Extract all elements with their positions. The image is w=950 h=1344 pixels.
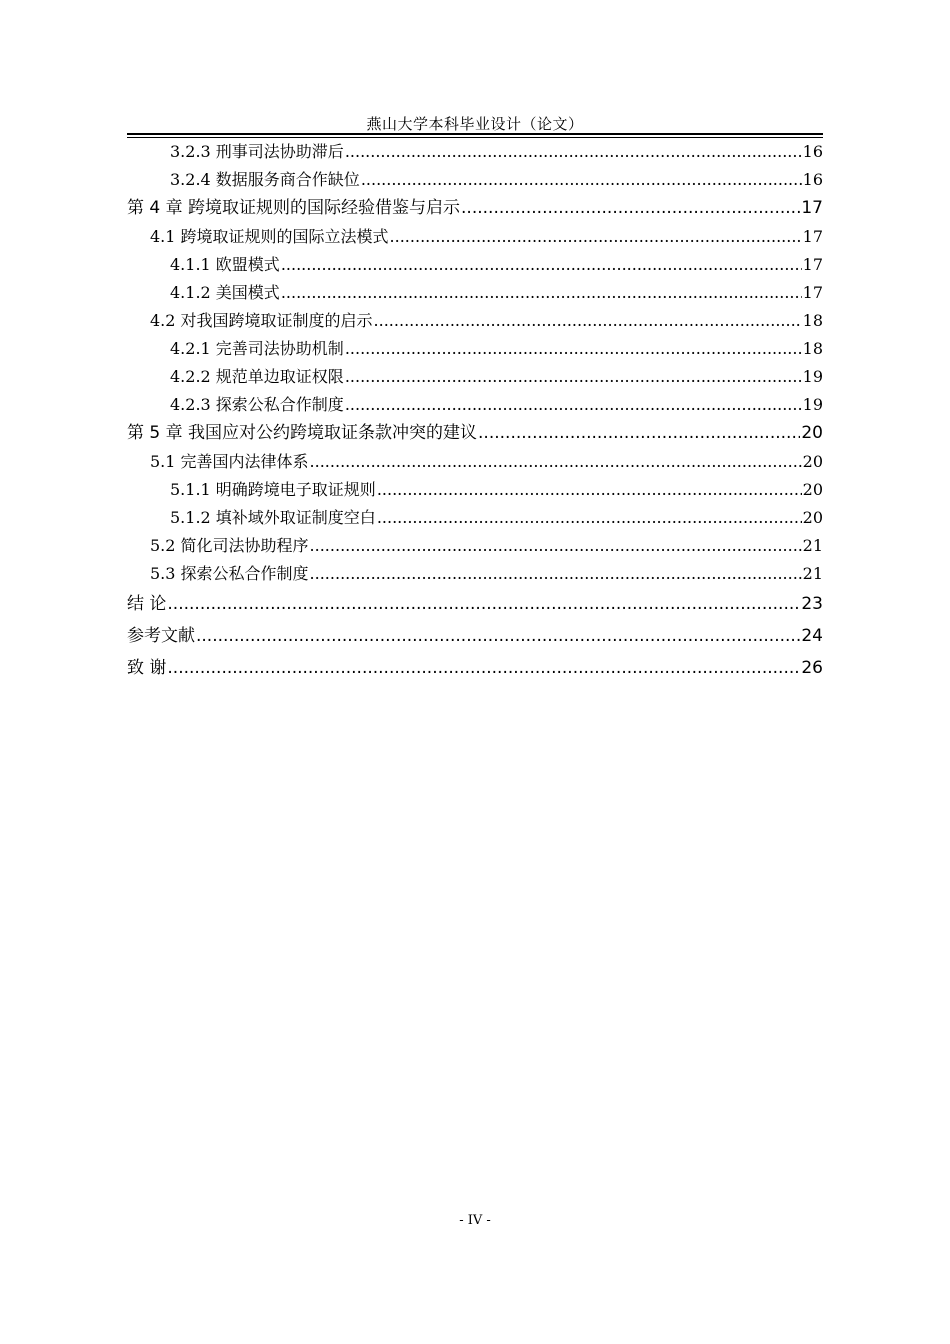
toc-leader-dots — [345, 335, 802, 363]
toc-entry[interactable] — [127, 279, 823, 307]
toc-entry-label: 5.1.1 明确跨境电子取证规则 — [170, 480, 376, 499]
toc-leader-dots — [345, 391, 802, 419]
toc-leader-dots — [310, 532, 802, 560]
toc-leader-dots — [377, 504, 802, 532]
toc-entry-page: 18 — [802, 339, 823, 358]
toc-section-entry[interactable] — [127, 560, 823, 588]
toc-entry-page: 20 — [802, 508, 823, 527]
toc-chapter-entry[interactable] — [127, 620, 823, 652]
toc-entry-page: 17 — [801, 198, 823, 218]
toc-entry-label: 4.1 跨境取证规则的国际立法模式 — [150, 227, 389, 246]
toc-entry-label: 4.2.1 完善司法协助机制 — [170, 339, 344, 358]
toc-section-entry[interactable] — [127, 223, 823, 251]
toc-entry-label: 3.2.4 数据服务商合作缺位 — [170, 170, 360, 189]
toc-entry-label: 4.2.2 规范单边取证权限 — [170, 367, 344, 386]
toc-leader-dots — [390, 223, 802, 251]
toc-leader-dots — [196, 620, 800, 652]
toc-leader-dots — [361, 166, 802, 194]
toc-entry-label: 4.1.1 欧盟模式 — [170, 255, 280, 274]
toc-leader-dots — [281, 251, 802, 279]
toc-entry-page: 24 — [801, 626, 823, 646]
toc-entry-label: 致 谢 — [127, 658, 167, 678]
toc-entry-label: 3.2.3 刑事司法协助滞后 — [170, 142, 344, 161]
toc-entry-label: 第 4 章 跨境取证规则的国际经验借鉴与启示 — [127, 198, 461, 218]
toc-leader-dots — [310, 560, 802, 588]
toc-leader-dots — [461, 194, 800, 223]
toc-entry[interactable] — [127, 504, 823, 532]
toc-entry-label: 5.1 完善国内法律体系 — [150, 452, 309, 471]
toc-entry[interactable] — [127, 166, 823, 194]
toc-chapter-entry[interactable] — [127, 652, 823, 684]
toc-entry-label: 结 论 — [127, 594, 167, 614]
toc-leader-dots — [167, 588, 800, 620]
toc-leader-dots — [478, 419, 800, 448]
toc-section-entry[interactable] — [127, 532, 823, 560]
toc-leader-dots — [377, 476, 802, 504]
toc-entry-label: 5.3 探索公私合作制度 — [150, 564, 309, 583]
toc-section-entry[interactable] — [127, 448, 823, 476]
toc-entry-label: 5.1.2 填补域外取证制度空白 — [170, 508, 376, 527]
toc-chapter-entry[interactable] — [127, 419, 823, 448]
page-header-title: 燕山大学本科毕业设计（论文） — [366, 115, 584, 133]
toc-chapter-entry[interactable] — [127, 588, 823, 620]
toc-entry[interactable] — [127, 138, 823, 166]
toc-entry-page: 19 — [802, 367, 823, 386]
toc-entry-page: 17 — [802, 283, 823, 302]
toc-entry-page: 20 — [802, 480, 823, 499]
toc-entry-page: 19 — [802, 395, 823, 414]
toc-entry-page: 17 — [802, 227, 823, 246]
toc-entry-page: 21 — [802, 564, 823, 583]
toc-leader-dots — [281, 279, 802, 307]
toc-leader-dots — [167, 652, 800, 684]
toc-entry-label: 4.2.3 探索公私合作制度 — [170, 395, 344, 414]
toc-entry-page: 17 — [802, 255, 823, 274]
toc-entry[interactable] — [127, 363, 823, 391]
page-number-footer: - IV - — [459, 1213, 491, 1228]
toc-entry[interactable] — [127, 335, 823, 363]
toc-entry-page: 16 — [802, 142, 823, 161]
toc-entry[interactable] — [127, 251, 823, 279]
toc-entry[interactable] — [127, 391, 823, 419]
table-of-contents — [127, 138, 823, 684]
toc-entry-label: 4.2 对我国跨境取证制度的启示 — [150, 311, 373, 330]
toc-leader-dots — [345, 138, 802, 166]
toc-entry-page: 23 — [801, 594, 823, 614]
toc-entry-label: 4.1.2 美国模式 — [170, 283, 280, 302]
toc-entry-page: 20 — [801, 423, 823, 443]
header-rule-thick — [127, 133, 823, 135]
toc-entry-page: 16 — [802, 170, 823, 189]
toc-section-entry[interactable] — [127, 307, 823, 335]
toc-entry-page: 26 — [801, 658, 823, 678]
toc-entry-label: 参考文献 — [127, 626, 195, 646]
toc-entry-label: 第 5 章 我国应对公约跨境取证条款冲突的建议 — [127, 423, 478, 443]
toc-entry-label: 5.2 简化司法协助程序 — [150, 536, 309, 555]
toc-entry-page: 18 — [802, 311, 823, 330]
toc-leader-dots — [345, 363, 802, 391]
toc-leader-dots — [374, 307, 802, 335]
toc-entry-page: 21 — [802, 536, 823, 555]
toc-entry-page: 20 — [802, 452, 823, 471]
toc-leader-dots — [310, 448, 802, 476]
toc-entry[interactable] — [127, 476, 823, 504]
toc-chapter-entry[interactable] — [127, 194, 823, 223]
